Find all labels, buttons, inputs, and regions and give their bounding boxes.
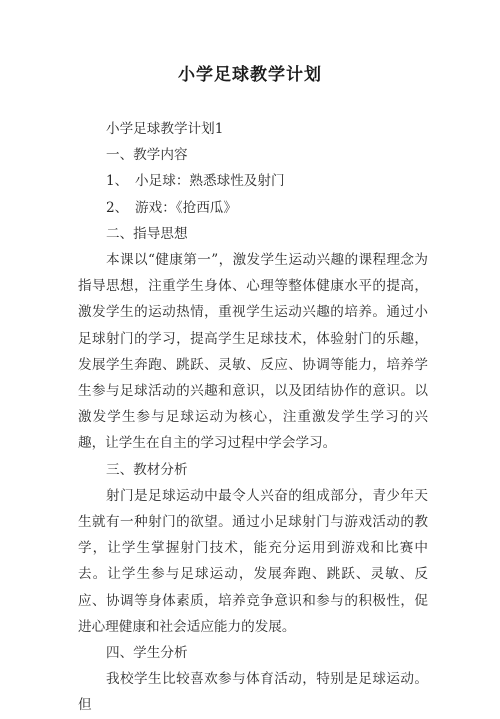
section-heading-material: 三、教材分析 bbox=[106, 461, 188, 478]
paragraph-material: 射门是足球运动中最令人兴奋的组成部分，青少年天生就有一种射门的欲望。通过小足球射门与游戏活动的教学，让学生掌握射门技术，能充分运用到游戏和比赛中去。让学生参与足球运动，发展奔跑、跳跃、灵敏、反应、协调等身体素质，培养竞争意识和参与的积极性，促进心理健康和社会适应能力的发展。 bbox=[78, 487, 428, 635]
document-body bbox=[78, 116, 428, 719]
document-title: 小学足球教学计划 bbox=[178, 65, 322, 85]
paragraph-guiding: 本课以“健康第一”，激发学生运动兴趣的课程理念为指导思想，注重学生身体、心理等整体健康水平的提高，激发学生的运动热情，重视学生运动兴趣的培养。通过小足球射门的学习，提高学生足球技术，体验射门的乐趣，发展学生奔跑、跳跃、灵敏、反应、协调等能力，培养学生参与足球活动的兴趣和意识，以及团结协作的意识。以激发学生参与足球运动为核心，注重激发学生学习的兴趣，让学生在自主的学习过程中学会学习。 bbox=[78, 252, 428, 452]
list-item-1: 1、 小足球：熟悉球性及射门 bbox=[106, 173, 285, 190]
paragraph-students: 我校学生比较喜欢参与体育活动，特别是足球运动。但 bbox=[78, 671, 428, 714]
subtitle-line: 小学足球教学计划1 bbox=[106, 121, 224, 137]
section-heading-guiding: 二、指导思想 bbox=[106, 225, 188, 242]
section-heading-students: 四、学生分析 bbox=[106, 645, 188, 662]
section-heading-content: 一、教学内容 bbox=[106, 147, 188, 164]
list-item-2: 2、 游戏：《抢西瓜》 bbox=[106, 199, 237, 216]
